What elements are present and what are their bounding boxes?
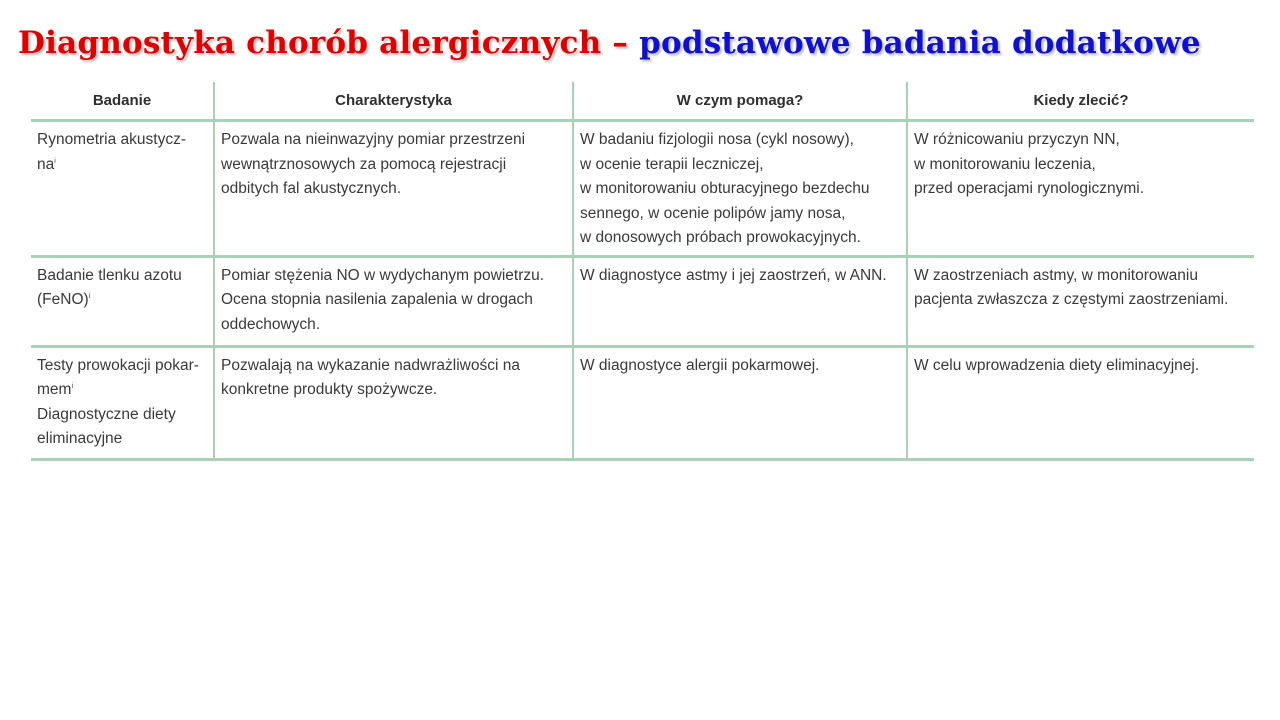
table-header-row <box>31 82 1254 121</box>
diagnostics-table <box>31 82 1254 461</box>
footnote-marker: i <box>71 382 74 390</box>
cell-line: Diagnostyczne diety <box>37 405 176 423</box>
table-row <box>31 121 1254 257</box>
cell-line: W różnicowaniu przyczyn NN, <box>914 131 1120 148</box>
cell-kiedy-zlecic <box>907 346 1254 459</box>
cell-line: wewnątrznosowych za pomocą rejestracji <box>221 155 507 173</box>
cell-line: W zaostrzeniach astmy, w monitorowaniu <box>914 266 1198 284</box>
cell-line: oddechowych. <box>221 315 321 333</box>
cell-kiedy-zlecic <box>907 256 1254 346</box>
cell-line: Testy prowokacji pokar- <box>37 356 199 374</box>
cell-line: Badanie tlenku azotu <box>37 266 182 284</box>
table-row <box>31 346 1254 459</box>
cell-text: (FeNO) <box>37 291 89 308</box>
cell-line: pacjenta zwłaszcza z częstymi zaostrzeniami. <box>914 291 1229 308</box>
cell-badanie <box>31 346 214 459</box>
footnote-marker: i <box>88 292 91 300</box>
cell-line: W diagnostyce astmy i jej zaostrzeń, w ANN. <box>580 266 887 284</box>
cell-line: sennego, w ocenie polipów jamy nosa, <box>580 204 846 222</box>
cell-line: odbitych fal akustycznych. <box>221 180 402 197</box>
cell-line: w donosowych próbach prowokacyjnych. <box>580 229 861 246</box>
cell-badanie <box>31 121 214 257</box>
column-header-charakterystyka: Charakterystyka <box>214 82 573 121</box>
cell-charakterystyka <box>214 346 573 459</box>
cell-line: Pomiar stężenia NO w wydychanym powietrzu. <box>221 266 545 284</box>
cell-line: W celu wprowadzenia diety eliminacyjnej. <box>914 356 1200 374</box>
cell-line: Pozwalają na wykazanie nadwrażliwości na <box>221 356 520 374</box>
cell-text: mem <box>37 381 72 398</box>
table-row <box>31 256 1254 346</box>
cell-line: przed operacjami rynologicznymi. <box>914 180 1145 197</box>
cell-charakterystyka <box>214 121 573 257</box>
cell-w-czym-pomaga <box>573 256 907 346</box>
cell-line: Rynometria akustycz- <box>37 131 187 148</box>
cell-kiedy-zlecic <box>907 121 1254 257</box>
cell-line: konkretne produkty spożywcze. <box>221 381 438 398</box>
cell-badanie <box>31 256 214 346</box>
slide-title-blue-part: podstawowe badania dodatkowe <box>639 25 1201 61</box>
column-header-kiedy-zlecic: Kiedy zlecić? <box>907 82 1254 121</box>
slide-title-red-part: Diagnostyka chorób alergicznych – <box>18 25 640 61</box>
slide-title <box>18 20 1278 66</box>
table-header <box>31 82 1254 121</box>
cell-line: w monitorowaniu obturacyjnego bezdechu <box>580 180 870 197</box>
cell-line <box>37 153 207 178</box>
cell-line <box>37 288 207 313</box>
cell-w-czym-pomaga <box>573 346 907 459</box>
footnote-marker: i <box>54 157 56 165</box>
cell-line: w monitorowaniu leczenia, <box>914 155 1096 173</box>
cell-line: Pozwala na nieinwazyjny pomiar przestrzeni <box>221 131 526 148</box>
cell-line: eliminacyjne <box>37 430 123 447</box>
cell-line: w ocenie terapii leczniczej, <box>580 155 764 173</box>
cell-text: na <box>37 155 55 173</box>
column-header-w-czym-pomaga: W czym pomaga? <box>573 82 907 121</box>
cell-line <box>37 378 207 403</box>
cell-line: Ocena stopnia nasilenia zapalenia w drogach <box>221 291 533 308</box>
column-header-badanie: Badanie <box>31 82 214 121</box>
cell-charakterystyka <box>214 256 573 346</box>
cell-w-czym-pomaga <box>573 121 907 257</box>
cell-line: W badaniu fizjologii nosa (cykl nosowy), <box>580 131 854 148</box>
cell-line: W diagnostyce alergii pokarmowej. <box>580 356 820 374</box>
